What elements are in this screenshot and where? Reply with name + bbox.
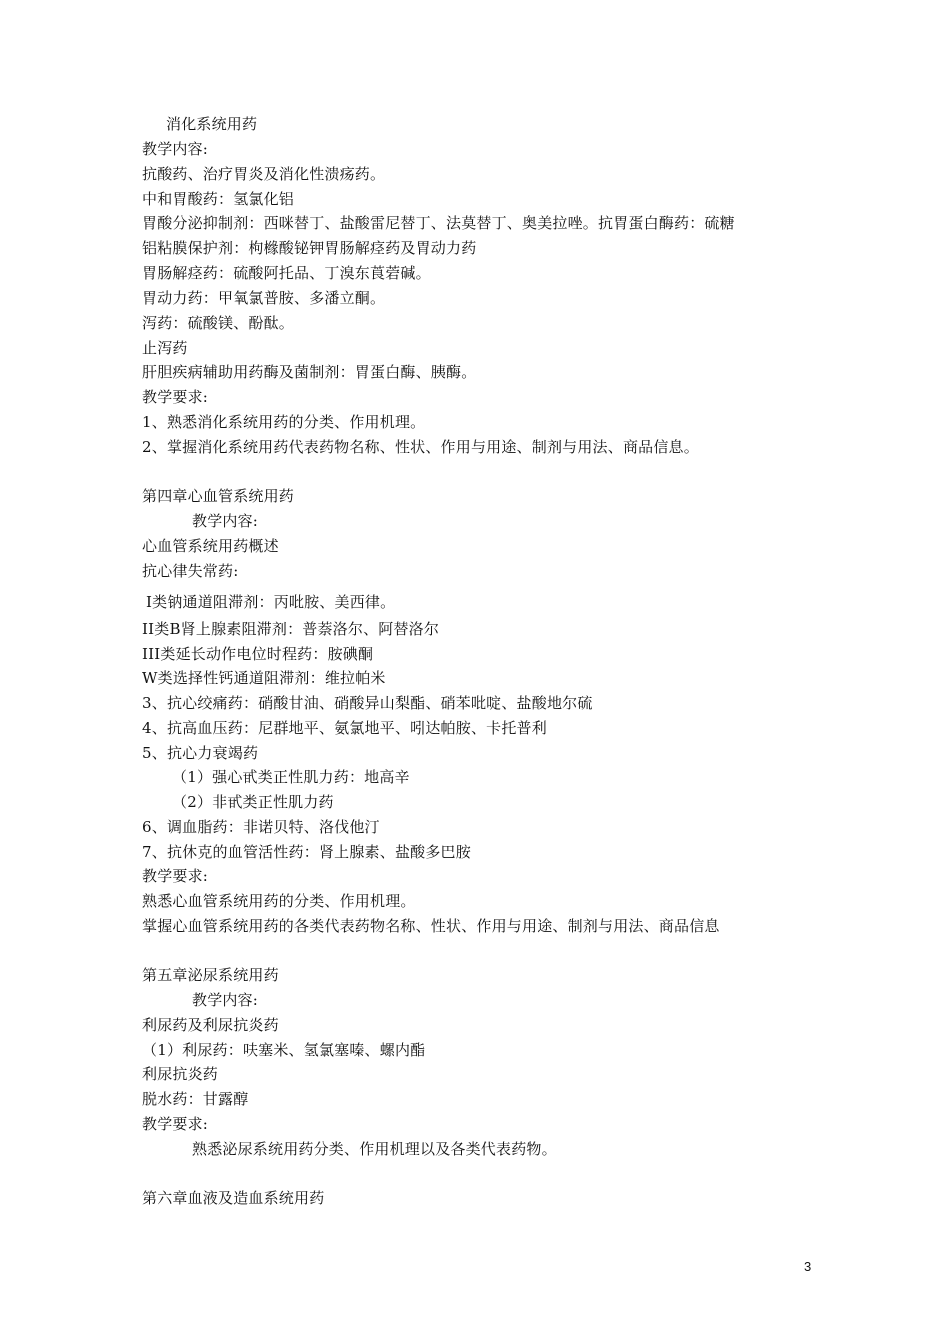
text-line: 利尿抗炎药 [142, 1065, 219, 1083]
text-line: 熟悉泌尿系统用药分类、作用机理以及各类代表药物。 [192, 1140, 557, 1158]
page-number: 3 [804, 1259, 812, 1274]
chapter-heading: 第五章泌尿系统用药 [142, 966, 279, 984]
text-line: 教学要求: [142, 1115, 209, 1133]
text-line: 教学内容: [192, 512, 259, 530]
text-line: 3、抗心绞痛药：硝酸甘油、硝酸异山梨酯、硝苯吡啶、盐酸地尔硫 [142, 694, 593, 712]
text-line: 教学内容: [142, 140, 209, 158]
text-line: 抗酸药、治疗胃炎及消化性溃疡药。 [142, 165, 386, 183]
text-line: II类B肾上腺素阻滞剂：普萘洛尔、阿替洛尔 [142, 620, 440, 638]
text-line: 1、熟悉消化系统用药的分类、作用机理。 [142, 413, 426, 431]
text-line: 心血管系统用药概述 [142, 537, 279, 555]
text-line: 脱水药：甘露醇 [142, 1090, 249, 1108]
text-line: 教学要求: [142, 867, 209, 885]
text-line: 掌握心血管系统用药的各类代表药物名称、性状、作用与用途、制剂与用法、商品信息 [142, 917, 720, 935]
text-line: 4、抗高血压药：尼群地平、氨氯地平、吲达帕胺、卡托普利 [142, 719, 547, 737]
text-line: （1）利尿药：呋塞米、氢氯塞嗪、螺内酯 [142, 1041, 426, 1059]
text-line: （2）非甙类正性肌力药 [172, 793, 334, 811]
text-line: 肝胆疾病辅助用药酶及菌制剂：胃蛋白酶、胰酶。 [142, 363, 477, 381]
text-line: 抗心律失常药: [142, 562, 239, 580]
text-line: 教学要求: [142, 388, 209, 406]
chapter-heading: 第四章心血管系统用药 [142, 487, 295, 505]
text-line: 6、调血脂药：非诺贝特、洛伐他汀 [142, 818, 380, 836]
text-line: 熟悉心血管系统用药的分类、作用机理。 [142, 892, 416, 910]
text-line: 利尿药及利尿抗炎药 [142, 1016, 279, 1034]
text-line: 教学内容: [192, 991, 259, 1009]
text-line: 泻药：硫酸镁、酚酞。 [142, 314, 295, 332]
text-line: 胃动力药：甲氧氯普胺、多潘立酮。 [142, 289, 386, 307]
text-line: W类选择性钙通道阻滞剂：维拉帕米 [142, 669, 386, 687]
text-line: 消化系统用药 [166, 115, 258, 133]
text-line: 中和胃酸药：氢氯化铝 [142, 190, 295, 208]
text-line: （1）强心甙类正性肌力药：地高辛 [172, 768, 410, 786]
text-line: 胃酸分泌抑制剂：西咪替丁、盐酸雷尼替丁、法莫替丁、奥美拉唑。抗胃蛋白酶药：硫糖 [142, 214, 735, 232]
text-line: I类钠通道阻滞剂：丙吡胺、美西律。 [146, 593, 396, 611]
text-line: 2、掌握消化系统用药代表药物名称、性状、作用与用途、制剂与用法、商品信息。 [142, 438, 699, 456]
text-line: III类延长动作电位时程药：胺碘酮 [142, 645, 374, 663]
text-line: 止泻药 [142, 339, 188, 357]
text-line: 7、抗休克的血管活性药：肾上腺素、盐酸多巴胺 [142, 843, 471, 861]
text-line: 5、抗心力衰竭药 [142, 744, 259, 762]
text-line: 铝粘膜保护剂：枸橼酸铋钾胃肠解痉药及胃动力药 [142, 239, 477, 257]
text-line: 胃肠解痉药：硫酸阿托品、丁溴东莨菪碱。 [142, 264, 431, 282]
chapter-heading: 第六章血液及造血系统用药 [142, 1189, 325, 1207]
